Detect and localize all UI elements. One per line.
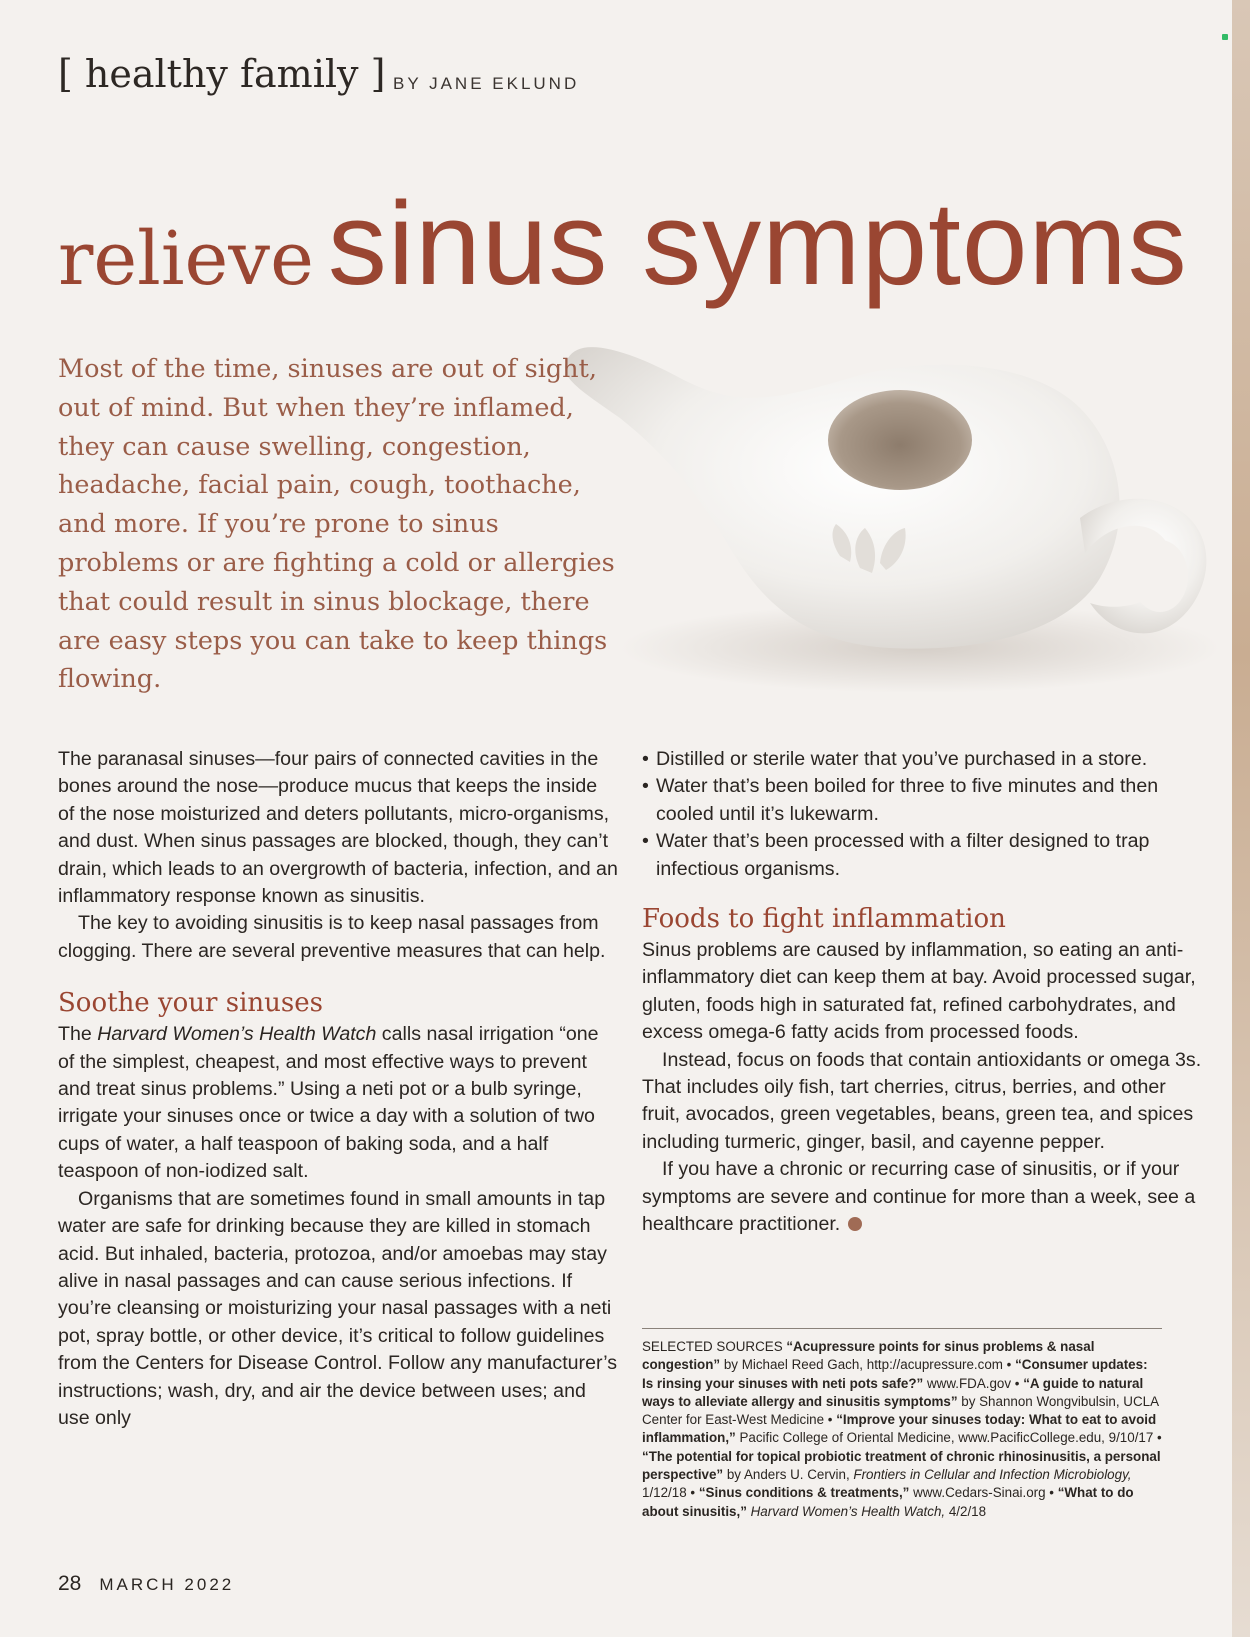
body-paragraph: Sinus problems are caused by inflammation, so eating an anti-inflammatory diet can keep them at bay. Avoid processed sugar, gluten, foods high in saturated fat, refined carbohydrates, and excess omega-6 fatty acids from processed foods.: [642, 939, 1196, 1044]
source-detail: Pacific College of Oriental Medicine, www.PacificCollege.edu, 9/10/17 •: [735, 1430, 1162, 1446]
source-title: “Consumer updates: Is rinsing your sinuses with neti pots safe?”: [642, 1357, 1148, 1391]
text-run: If you have a chronic or recurring case of sinusitis, or if your symptoms are severe and continue for more than a week, see a healthcare practitioner.: [642, 1158, 1196, 1236]
title-part-1: relieve: [58, 216, 314, 302]
source-title: “What to do about sinusitis,”: [642, 1485, 1134, 1519]
source-title: “Sinus conditions & treatments,”: [698, 1485, 910, 1501]
body-paragraph: [642, 1156, 1202, 1238]
article-title: [58, 176, 1238, 310]
list-item: • Water that’s been processed with a filter designed to trap infectious organisms.: [642, 828, 1202, 883]
source-detail: 4/2/18: [945, 1503, 987, 1519]
source-detail: by Shannon Wongvibulsin, UCLA Center for East-West Medicine •: [642, 1393, 1159, 1428]
water-bullet-list: [642, 746, 1202, 883]
page-header: [58, 52, 758, 102]
list-item: • Distilled or sterile water that you’ve purchased in a store.: [642, 746, 1202, 773]
source-title: “Improve your sinuses today: What to eat to avoid inflammation,”: [642, 1412, 1157, 1446]
issue-date: MARCH 2022: [99, 1575, 235, 1594]
source-detail: www.FDA.gov •: [923, 1375, 1024, 1391]
right-column: [642, 746, 1202, 1239]
neti-pot-image: [560, 318, 1250, 718]
body-paragraph: The paranasal sinuses—four pairs of connected cavities in the bones around the nose—produce mucus that keeps the inside of the nose moisturized and deters pollutants, micro-organisms, and dust. When sinus passages are blocked, though, they can’t drain, which leads to an overgrowth of bacteria, infection, and an inflammatory response known as sinusitis.: [58, 748, 618, 908]
text-run: The: [58, 1023, 98, 1046]
source-detail: by Anders U. Cervin,: [723, 1467, 854, 1483]
page-footer: [58, 1572, 458, 1602]
section-label: [ healthy family ]: [58, 52, 386, 96]
corner-mark-icon: [1222, 34, 1228, 40]
selected-sources: [642, 1328, 1162, 1521]
source-detail: by Michael Reed Gach, http://acupressure.com •: [720, 1357, 1016, 1373]
title-part-2: sinus symptoms: [327, 178, 1188, 310]
body-paragraph: The key to avoiding sinusitis is to keep nasal passages from clogging. There are several preventive measures that can help.: [58, 912, 606, 962]
source-detail: www.Cedars-Sinai.org •: [909, 1485, 1058, 1501]
text-run: calls nasal irrigation “one of the simplest, cheapest, and most effective ways to prevent and treat sinus problems.” Using a neti pot or a bulb syringe, irrigate your sinuses once or twice a day with a solution of two cups of water, a half teaspoon of baking soda, and a half teaspoon of non-iodized salt.: [58, 1023, 599, 1183]
body-paragraph: [58, 1021, 618, 1185]
source-title: “Acupressure points for sinus problems & nasal congestion”: [642, 1339, 1095, 1373]
intro-paragraph: Most of the time, sinuses are out of sight, out of mind. But when they’re inflamed, they can cause swelling, congestion, headache, facial pain, cough, toothache, and more. If you’re prone to sinus problems or are fighting a cold or allergies that could result in sinus blockage, there are easy steps you can take to keep things flowing.: [58, 354, 615, 695]
subheading-soothe: Soothe your sinuses: [58, 988, 323, 1019]
sources-lead: SELECTED SOURCES: [642, 1339, 787, 1354]
publication-name: Harvard Women’s Health Watch: [97, 1023, 377, 1046]
body-paragraph: Organisms that are sometimes found in small amounts in tap water are safe for drinking because they are killed in stomach acid. But inhaled, bacteria, protozoa, and/or amoebas may stay alive in nasal passages and can cause serious infections. If you’re cleansing or moisturizing your nasal passages with a neti pot, spray bottle, or other device, it’s critical to follow guidelines from the Centers for Disease Control. Follow any manufacturer’s instructions; wash, dry, and air the device between uses; and use only: [58, 1187, 618, 1429]
list-item: • Water that’s been boiled for three to five minutes and then cooled until it’s lukewarm.: [642, 773, 1202, 828]
source-detail: 1/12/18 •: [642, 1485, 699, 1501]
page-number: 28: [58, 1572, 82, 1595]
source-title: “The potential for topical probiotic treatment of chronic rhinosinusitis, a personal perspective”: [642, 1448, 1161, 1483]
end-mark-icon: [848, 1217, 862, 1231]
source-journal: Harvard Women’s Health Watch,: [746, 1503, 946, 1519]
byline: BY JANE EKLUND: [393, 74, 580, 93]
left-column: [58, 746, 618, 1432]
subheading-foods: Foods to fight inflammation: [642, 904, 1006, 935]
source-title: “A guide to natural ways to alleviate allergy and sinusitis symptoms”: [642, 1375, 1144, 1409]
source-journal: Frontiers in Cellular and Infection Microbiology,: [853, 1467, 1132, 1483]
body-paragraph: Instead, focus on foods that contain antioxidants or omega 3s. That includes oily fish, tart cherries, citrus, berries, and other fruit, avocados, green vegetables, beans, green tea, and spices including turmeric, ginger, basil, and cayenne pepper.: [642, 1048, 1202, 1153]
